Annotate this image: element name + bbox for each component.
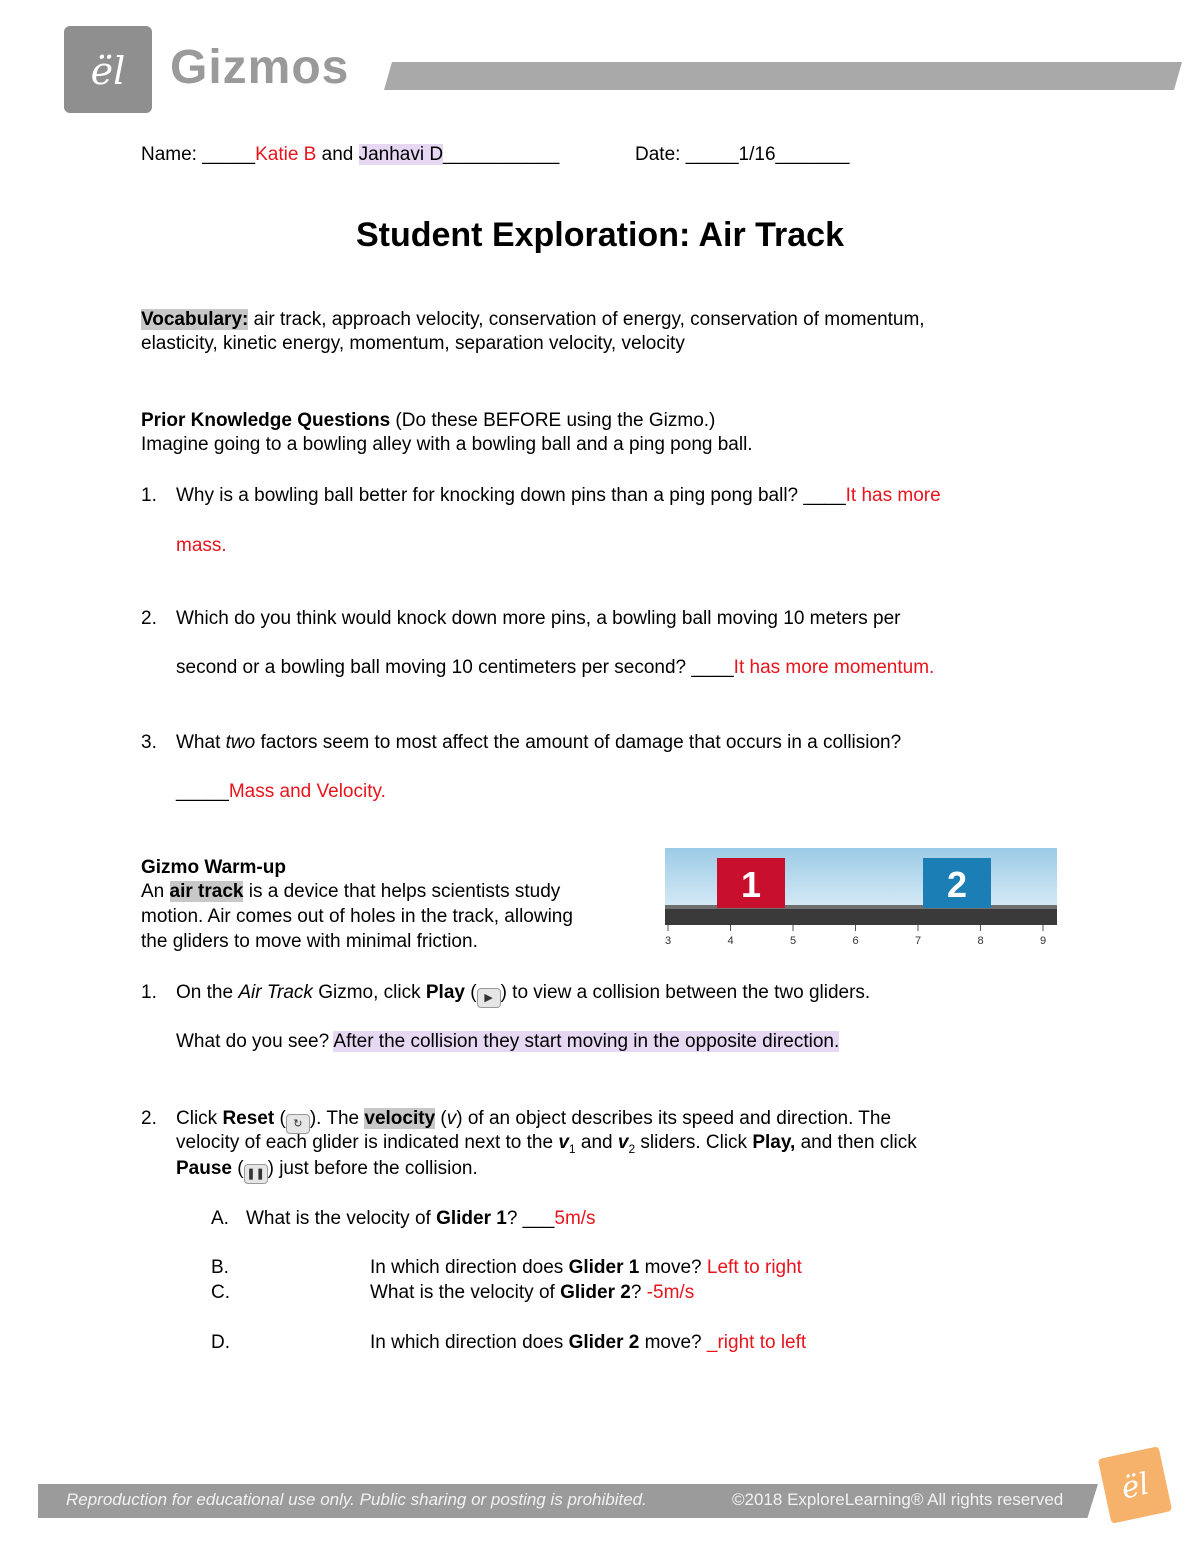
q1-number: 1. (141, 485, 157, 506)
subq-d-label: D. (211, 1332, 230, 1353)
q2-answer: It has more momentum. (733, 657, 935, 678)
student-name-2: Janhavi D (358, 144, 444, 165)
subq-b-label: B. (211, 1257, 229, 1278)
d-post: move? (639, 1332, 707, 1353)
a-post: ? ___ (506, 1208, 555, 1229)
date-blank: _______ (775, 144, 850, 165)
i2-l2b: and (575, 1132, 618, 1153)
play-icon: ▶ (477, 988, 501, 1008)
prior-heading-label: Prior Knowledge Questions (141, 410, 391, 431)
reset-icon: ↻ (286, 1114, 310, 1134)
warmup-line-1 (141, 880, 560, 904)
i2-l3a: ( (231, 1158, 244, 1179)
scale-tick-label: 4 (727, 935, 734, 947)
a-answer: 5m/s (554, 1208, 596, 1229)
c-pre: What is the velocity of (370, 1282, 561, 1303)
warmup-item-2-line-3 (176, 1157, 478, 1184)
c-glider: Glider 2 (560, 1282, 631, 1303)
i2-c: ). The (309, 1108, 365, 1129)
vocabulary-label: Vocabulary: (141, 309, 249, 330)
svg-text:ël: ël (1118, 1466, 1153, 1507)
q3-emphasis: two (225, 732, 256, 753)
name-blank: ___________ (443, 144, 560, 165)
date-value: 1/16 (738, 144, 776, 165)
i2-l2c: sliders. Click (635, 1132, 753, 1153)
el-logo-icon (64, 26, 152, 113)
warmup-heading (141, 856, 286, 880)
air-track-term: air track (169, 881, 244, 902)
glider-2-label: 2 (946, 864, 968, 905)
b-answer: Left to right (706, 1257, 802, 1278)
vocabulary-terms-1: air track, approach velocity, conservation of energy, conservation of momentum, (248, 309, 925, 330)
d-answer: _right to left (706, 1332, 807, 1353)
q1-answer-2: mass. (176, 535, 227, 556)
i2-pause-label: Pause (176, 1158, 232, 1179)
i2-l3b: ) just before the collision. (267, 1158, 478, 1179)
c-post: ? (630, 1282, 647, 1303)
footer-copyright: ©2018 ExploreLearning® All rights reserved (732, 1490, 1064, 1509)
q1-text (176, 484, 941, 508)
brand-name: Gizmos (170, 41, 350, 94)
q1-answer-1: It has more (845, 485, 941, 506)
q3-blank: _____ (176, 781, 229, 802)
q3-post: factors seem to most affect the amount of damage that occurs in a collision? (255, 732, 902, 753)
scale-tick-label: 8 (977, 935, 984, 947)
date-label: Date: _____ (635, 144, 739, 165)
q3-number: 3. (141, 732, 157, 753)
i2-a: Click (176, 1108, 223, 1129)
warmup-item-1-question (176, 1030, 839, 1054)
q1-question: Why is a bowling ball better for knocking down pins than a ping pong ball? ____ (176, 485, 846, 506)
i1-b: Gizmo, click (312, 982, 426, 1003)
explorelearning-logo (64, 26, 152, 113)
scale-tick-label: 5 (789, 935, 797, 947)
scale-tick-label: 7 (914, 935, 922, 947)
v1-symbol: v (558, 1132, 569, 1153)
warmup-item-1-text (176, 981, 870, 1008)
i2-reset-label: Reset (222, 1108, 275, 1129)
q3-text (176, 731, 901, 755)
d-glider: Glider 2 (568, 1332, 640, 1353)
warmup-item-1-number: 1. (141, 982, 157, 1003)
svg-text:ël: ël (90, 49, 126, 93)
i1-question: What do you see? (176, 1031, 334, 1052)
air-track-image (665, 848, 1057, 948)
warmup-line-2: motion. Air comes out of holes in the track, allowing (141, 906, 573, 927)
subq-b (370, 1256, 802, 1280)
vocabulary-line-1 (141, 308, 925, 332)
warmup-item-2-line-1 (176, 1107, 891, 1134)
i2-l2a: velocity of each glider is indicated next to the (176, 1132, 559, 1153)
q2-number: 2. (141, 608, 157, 629)
student-name-1: Katie B (255, 144, 317, 165)
q2-line-2 (176, 656, 934, 680)
subq-a (246, 1207, 596, 1231)
q3-pre: What (176, 732, 226, 753)
i1-d: ) to view a collision between the two gliders. (500, 982, 871, 1003)
pause-icon: ❚❚ (244, 1164, 268, 1184)
header-bar (384, 62, 1182, 90)
warmup-l1-pre: An (141, 881, 170, 902)
prior-intro: Imagine going to a bowling alley with a bowling ball and a ping pong ball. (141, 434, 753, 455)
vocabulary-line-2: elasticity, kinetic energy, momentum, separation velocity, velocity (141, 333, 685, 354)
q3-answer: Mass and Velocity. (228, 781, 386, 802)
i2-b: ( (274, 1108, 286, 1129)
q3-answer-line (176, 780, 386, 804)
c-answer: -5m/s (646, 1282, 695, 1303)
name-date-line (141, 143, 559, 167)
scale-tick-label: 3 (665, 935, 672, 947)
glider-1-label: 1 (740, 864, 762, 905)
warmup-item-2-number: 2. (141, 1108, 157, 1129)
i1-a: On the (176, 982, 239, 1003)
subq-c (370, 1281, 694, 1305)
i2-e: ) of an object describes its speed and direction. The (456, 1108, 892, 1129)
warmup-l1-post: is a device that helps scientists study (243, 881, 561, 902)
prior-knowledge-heading (141, 409, 715, 433)
subq-a-label: A. (211, 1208, 229, 1229)
i1-gizmo-name: Air Track (238, 982, 313, 1003)
i1-answer: After the collision they start moving in the opposite direction. (333, 1031, 840, 1052)
i2-v-symbol: v (446, 1108, 457, 1129)
a-glider: Glider 1 (436, 1208, 507, 1229)
v1-subscript: 1 (568, 1141, 576, 1156)
name-label: Name: _____ (141, 144, 256, 165)
b-post: move? (639, 1257, 707, 1278)
i2-l2d: and then click (795, 1132, 917, 1153)
d-pre: In which direction does (370, 1332, 569, 1353)
q2-question: second or a bowling ball moving 10 centimeters per second? ____ (176, 657, 734, 678)
subq-c-label: C. (211, 1282, 230, 1303)
b-pre: In which direction does (370, 1257, 569, 1278)
i1-play-label: Play (425, 982, 465, 1003)
v2-subscript: 2 (628, 1141, 636, 1156)
warmup-heading-label: Gizmo Warm-up (141, 857, 286, 878)
page-title: Student Exploration: Air Track (355, 216, 845, 254)
i1-c: ( (464, 982, 477, 1003)
warmup-line-3: the gliders to move with minimal friction. (141, 931, 478, 952)
name-and: and (316, 144, 359, 165)
scale-tick-label: 6 (852, 935, 859, 947)
v2-symbol: v (617, 1132, 629, 1153)
q2-line-1: Which do you think would knock down more pins, a bowling ball moving 10 meters per (176, 608, 901, 629)
el-badge-icon (1098, 1446, 1172, 1523)
prior-heading-note: (Do these BEFORE using the Gizmo.) (390, 410, 716, 431)
velocity-term: velocity (364, 1108, 436, 1129)
date-line (635, 143, 849, 167)
subq-d (370, 1331, 806, 1355)
i2-d: ( (435, 1108, 447, 1129)
a-pre: What is the velocity of (246, 1208, 437, 1229)
footer-notice: Reproduction for educational use only. Public sharing or posting is prohibited. (66, 1490, 647, 1509)
i2-play-label: Play, (752, 1132, 796, 1153)
track-scale (665, 925, 1046, 947)
scale-tick-label: 9 (1039, 935, 1047, 947)
b-glider: Glider 1 (568, 1257, 640, 1278)
